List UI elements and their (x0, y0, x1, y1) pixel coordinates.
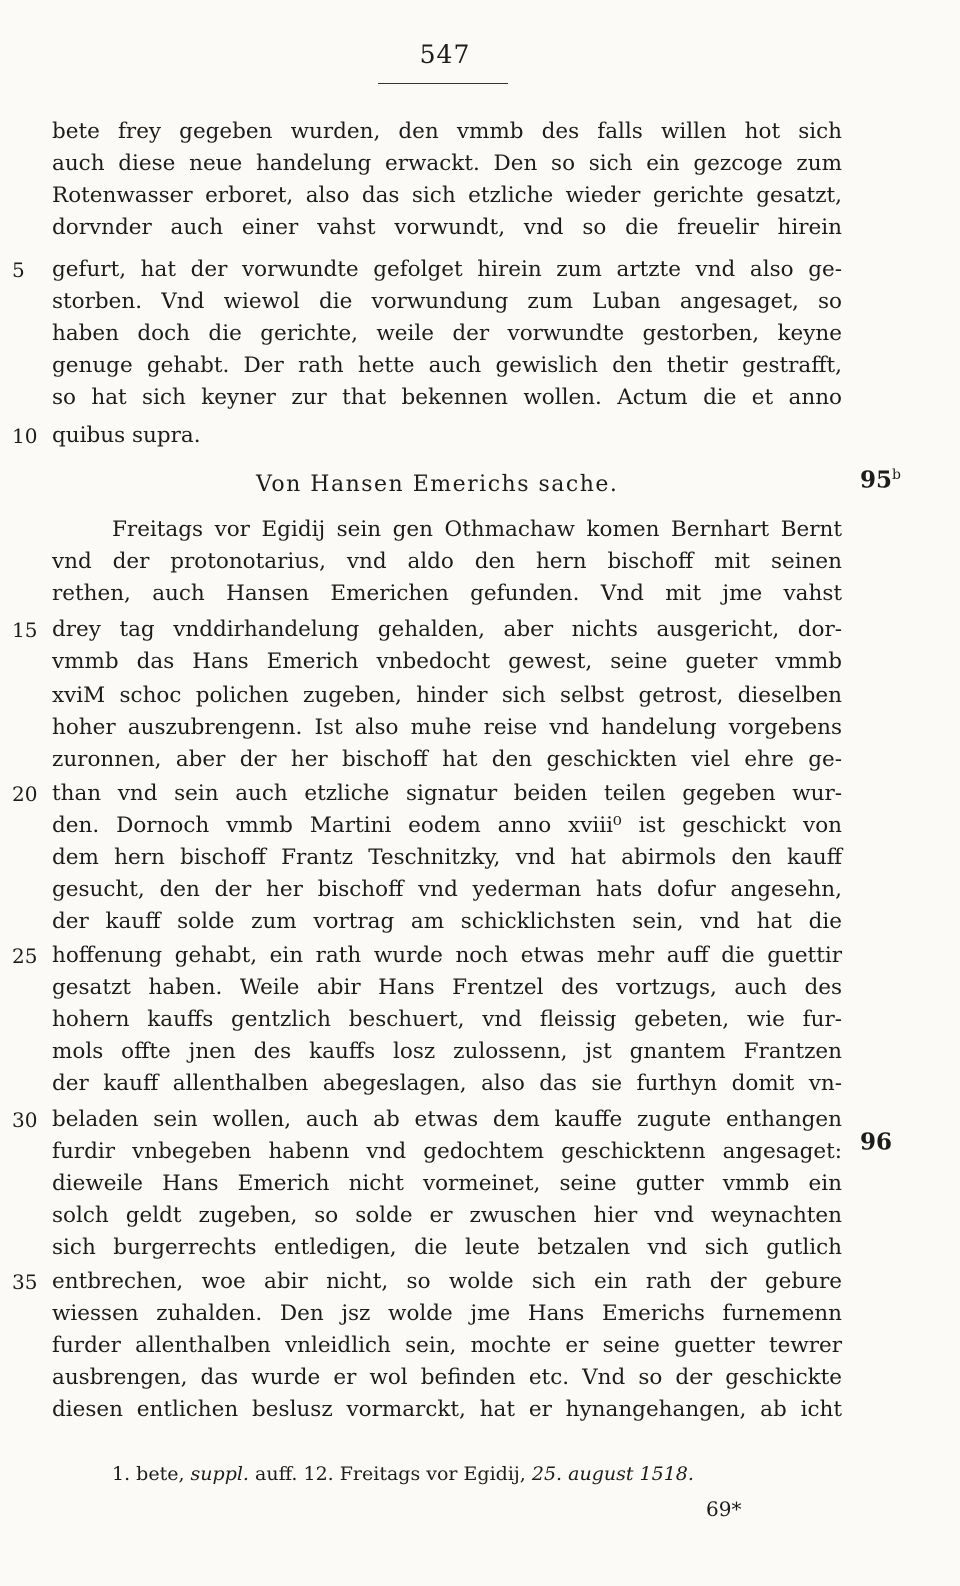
text-line: entbrechen, woe abir nicht, so wolde sich ein rath der gebure (52, 1269, 842, 1294)
line-number: 25 (12, 944, 38, 968)
text-line: zuronnen, aber der her bischoff hat den geschickten viel ehre ge- (52, 747, 842, 772)
text-line: vmmb das Hans Emerich vnbedocht gewest, seine gueter vmmb (52, 649, 842, 674)
text-line: furdir vnbegeben habenn vnd gedochtem geschicktenn angesaget: (52, 1139, 842, 1164)
text-line: xviM schoc polichen zugeben, hinder sich selbst getrost, dieselben (52, 683, 842, 708)
text-line: den. Dornoch vmmb Martini eodem anno xviii⁰ ist geschickt von (52, 813, 842, 838)
text-line: dorvnder auch einer vahst vorwundt, vnd so die freuelir hirein (52, 215, 842, 240)
text-line: solch geldt zugeben, so solde er zwuschen hier vnd weynachten (52, 1203, 842, 1228)
line-number: 35 (12, 1270, 38, 1294)
line-number: 5 (12, 258, 25, 282)
text-line: drey tag vnddirhandelung gehalden, aber nichts ausgericht, dor- (52, 617, 842, 642)
page-number: 547 (419, 40, 471, 69)
margin-folio-ref: 96 (860, 1128, 893, 1156)
text-line: dieweile Hans Emerich nicht vormeinet, seine gutter vmmb ein (52, 1171, 842, 1196)
footnote-date: 25. august 1518. (531, 1463, 694, 1485)
text-line: hohern kauffs gentzlich beschuert, vnd fleissig gebeten, wie fur- (52, 1007, 842, 1032)
text-line: Rotenwasser erboret, also das sich etzliche wieder gerichte gesatzt, (52, 183, 842, 208)
text-line: hoffenung gehabt, ein rath wurde noch etwas mehr auff die guettir (52, 943, 842, 968)
text-line: rethen, auch Hansen Emerichen gefunden. Vnd mit jme vahst (52, 581, 842, 606)
text-line: ausbrengen, das wurde er wol befinden etc. Vnd so der geschickte (52, 1365, 842, 1390)
line-number: 30 (12, 1108, 38, 1132)
margin-folio-ref: 95$^b$ (860, 466, 901, 494)
text-line: storben. Vnd wiewol die vorwundung zum Luban angesaget, so (52, 289, 842, 314)
text-line: so hat sich keyner zur that bekennen wollen. Actum die et anno (52, 385, 842, 410)
text-line: beladen sein wollen, auch ab etwas dem kauffe zugute enthangen (52, 1107, 842, 1132)
line-number: 10 (12, 424, 38, 448)
line-number: 20 (12, 782, 38, 806)
text-line: than vnd sein auch etzliche signatur beiden teilen gegeben wur- (52, 781, 842, 806)
text-line: mols offte jnen des kauffs losz zulossenn, jst gnantem Frantzen (52, 1039, 842, 1064)
text-line: dem hern bischoff Frantz Teschnitzky, vnd hat abirmols den kauff (52, 845, 842, 870)
section-heading: Von Hansen Emerichs sache. (256, 472, 619, 497)
text-line: wiessen zuhalden. Den jsz wolde jme Hans Emerichs furnemenn (52, 1301, 842, 1326)
footnote-part-italic: suppl. (190, 1463, 249, 1485)
footnote-part: 1. bete, (112, 1463, 185, 1485)
text-line: sich burgerrechts entledigen, die leute betzalen vnd sich gutlich (52, 1235, 842, 1260)
text-line: gefurt, hat der vorwundte gefolget hirein zum artzte vnd also ge- (52, 257, 842, 282)
text-line: hoher auszubrengenn. Ist also muhe reise vnd handelung vorgebens (52, 715, 842, 740)
signature-mark: 69* (706, 1497, 742, 1521)
text-line: gesucht, den der her bischoff vnd yederman hats dofur angesehn, (52, 877, 842, 902)
text-line: genuge gehabt. Der rath hette auch gewislich den thetir gestrafft, (52, 353, 842, 378)
text-line: furder allenthalben vnleidlich sein, mochte er seine guetter tewrer (52, 1333, 842, 1358)
footnote-part: auff. 12. Freitags vor Egidij, (255, 1463, 526, 1485)
text-line: quibus supra. (52, 423, 201, 448)
footnote (112, 1458, 812, 1490)
text-line: auch diese neue handelung erwackt. Den so sich ein gezcoge zum (52, 151, 842, 176)
text-line: Freitags vor Egidij sein gen Othmachaw komen Bernhart Bernt (112, 517, 842, 542)
text-line: vnd der protonotarius, vnd aldo den hern bischoff mit seinen (52, 549, 842, 574)
text-line: diesen entlichen beslusz vormarckt, hat er hynangehangen, ab icht (52, 1397, 842, 1422)
header-rule (378, 83, 508, 84)
text-line: haben doch die gerichte, weile der vorwundte gestorben, keyne (52, 321, 842, 346)
line-number: 15 (12, 618, 38, 642)
text-line: gesatzt haben. Weile abir Hans Frentzel des vortzugs, auch des (52, 975, 842, 1000)
text-line: der kauff allenthalben abegeslagen, also das sie furthyn domit vn- (52, 1071, 842, 1096)
text-line: bete frey gegeben wurden, den vmmb des falls willen hot sich (52, 119, 842, 144)
text-line: der kauff solde zum vortrag am schicklichsten sein, vnd hat die (52, 909, 842, 934)
